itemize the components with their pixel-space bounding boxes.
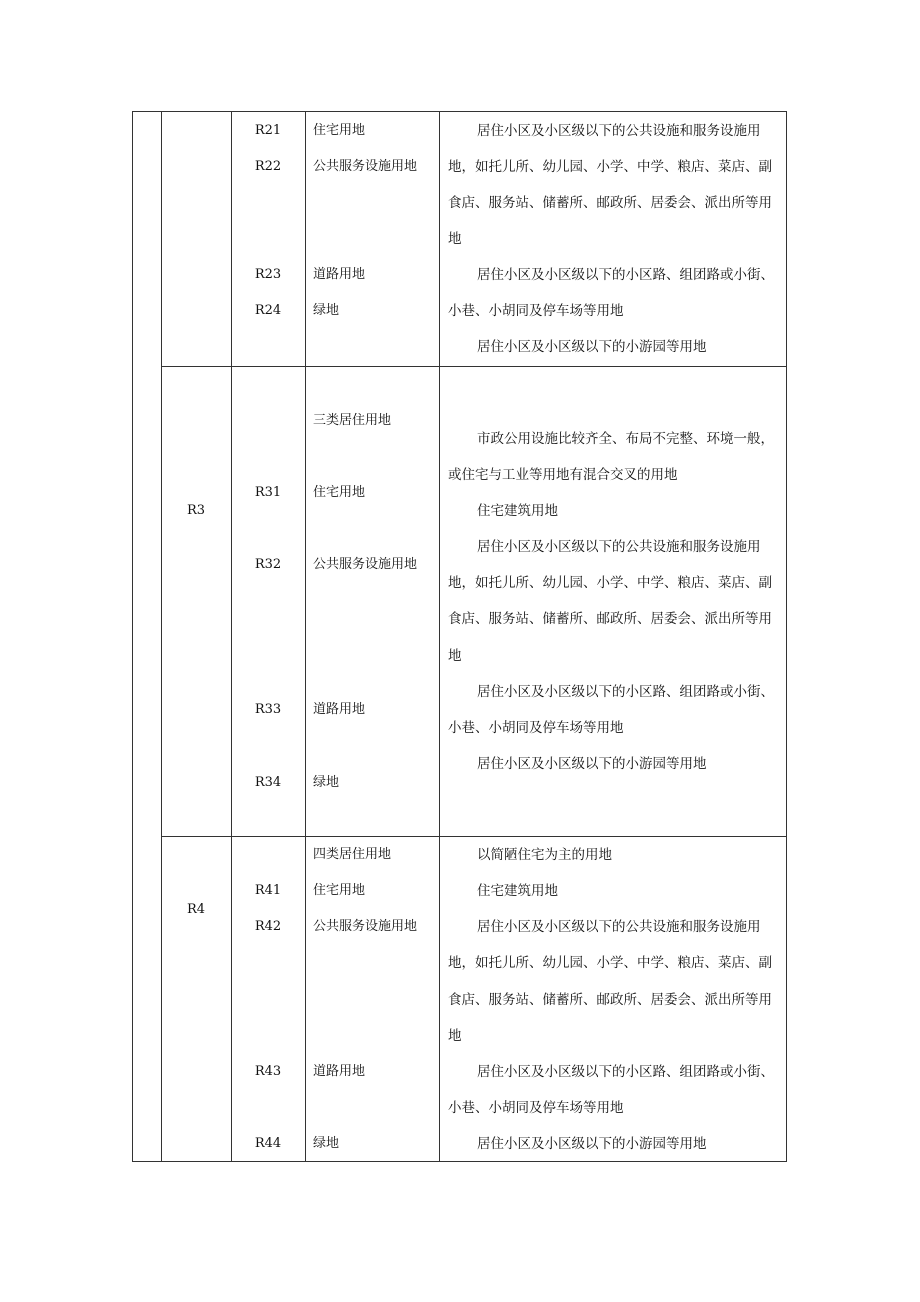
name-cell: 道路用地: [313, 1064, 366, 1079]
code-cell: R41: [254, 883, 282, 898]
description-line: 地: [448, 231, 462, 247]
code-cell: R43: [254, 1064, 282, 1079]
column-divider: [161, 112, 162, 1161]
description-line: 小巷、小胡同及停车场等用地: [448, 303, 624, 319]
description-line: 居住小区及小区级以下的小区路、组团路或小街、: [477, 267, 774, 283]
description-line: 市政公用设施比较齐全、布局不完整、环境一般，: [477, 431, 774, 447]
category-code: R4: [186, 902, 206, 917]
description-line: 居住小区及小区级以下的公共设施和服务设施用: [477, 919, 761, 935]
category-name: 三类居住用地: [313, 413, 392, 428]
name-cell: 绿地: [313, 303, 340, 318]
code-cell: R34: [254, 775, 282, 790]
name-cell: 住宅用地: [313, 123, 366, 138]
description-line: 居住小区及小区级以下的公共设施和服务设施用: [477, 539, 761, 555]
description-line: 地: [448, 648, 462, 664]
code-cell: R24: [254, 303, 282, 318]
description-line: 居住小区及小区级以下的小游园等用地: [477, 1136, 707, 1152]
description-line: 居住小区及小区级以下的小游园等用地: [477, 756, 707, 772]
description-line: 地，如托儿所、幼儿园、小学、中学、粮店、菜店、副: [448, 955, 772, 971]
description-line: 住宅建筑用地: [477, 503, 558, 519]
land-use-table: [132, 111, 787, 1162]
code-cell: R32: [254, 557, 282, 572]
description-line: 食店、服务站、储蓄所、邮政所、居委会、派出所等用: [448, 195, 772, 211]
row-divider: [161, 836, 786, 837]
name-cell: 绿地: [313, 1136, 340, 1151]
column-divider: [305, 112, 306, 1161]
name-cell: 公共服务设施用地: [313, 557, 418, 572]
name-cell: 绿地: [313, 775, 340, 790]
column-divider: [439, 112, 440, 1161]
description-line: 居住小区及小区级以下的公共设施和服务设施用: [477, 123, 761, 139]
code-cell: R44: [254, 1136, 282, 1151]
code-cell: R42: [254, 919, 282, 934]
code-cell: R31: [254, 485, 282, 500]
row-divider: [161, 366, 786, 367]
name-cell: 公共服务设施用地: [313, 919, 418, 934]
description-line: 食店、服务站、储蓄所、邮政所、居委会、派出所等用: [448, 992, 772, 1008]
column-divider: [231, 112, 232, 1161]
category-code: R3: [186, 503, 206, 518]
description-line: 居住小区及小区级以下的小区路、组团路或小街、: [477, 684, 774, 700]
name-cell: 住宅用地: [313, 883, 366, 898]
category-name: 四类居住用地: [313, 847, 392, 862]
description-line: 地，如托儿所、幼儿园、小学、中学、粮店、菜店、副: [448, 159, 772, 175]
name-cell: 道路用地: [313, 702, 366, 717]
code-cell: R23: [254, 267, 282, 282]
description-line: 地: [448, 1028, 462, 1044]
description-line: 地，如托儿所、幼儿园、小学、中学、粮店、菜店、副: [448, 575, 772, 591]
description-line: 小巷、小胡同及停车场等用地: [448, 1100, 624, 1116]
code-cell: R22: [254, 159, 282, 174]
description-line: 食店、服务站、储蓄所、邮政所、居委会、派出所等用: [448, 611, 772, 627]
name-cell: 住宅用地: [313, 485, 366, 500]
name-cell: 道路用地: [313, 267, 366, 282]
description-line: 小巷、小胡同及停车场等用地: [448, 720, 624, 736]
code-cell: R33: [254, 702, 282, 717]
description-line: 或住宅与工业等用地有混合交叉的用地: [448, 467, 678, 483]
description-line: 居住小区及小区级以下的小游园等用地: [477, 339, 707, 355]
code-cell: R21: [254, 123, 282, 138]
name-cell: 公共服务设施用地: [313, 159, 418, 174]
description-line: 以简陋住宅为主的用地: [477, 847, 612, 863]
description-line: 住宅建筑用地: [477, 883, 558, 899]
description-line: 居住小区及小区级以下的小区路、组团路或小街、: [477, 1064, 774, 1080]
